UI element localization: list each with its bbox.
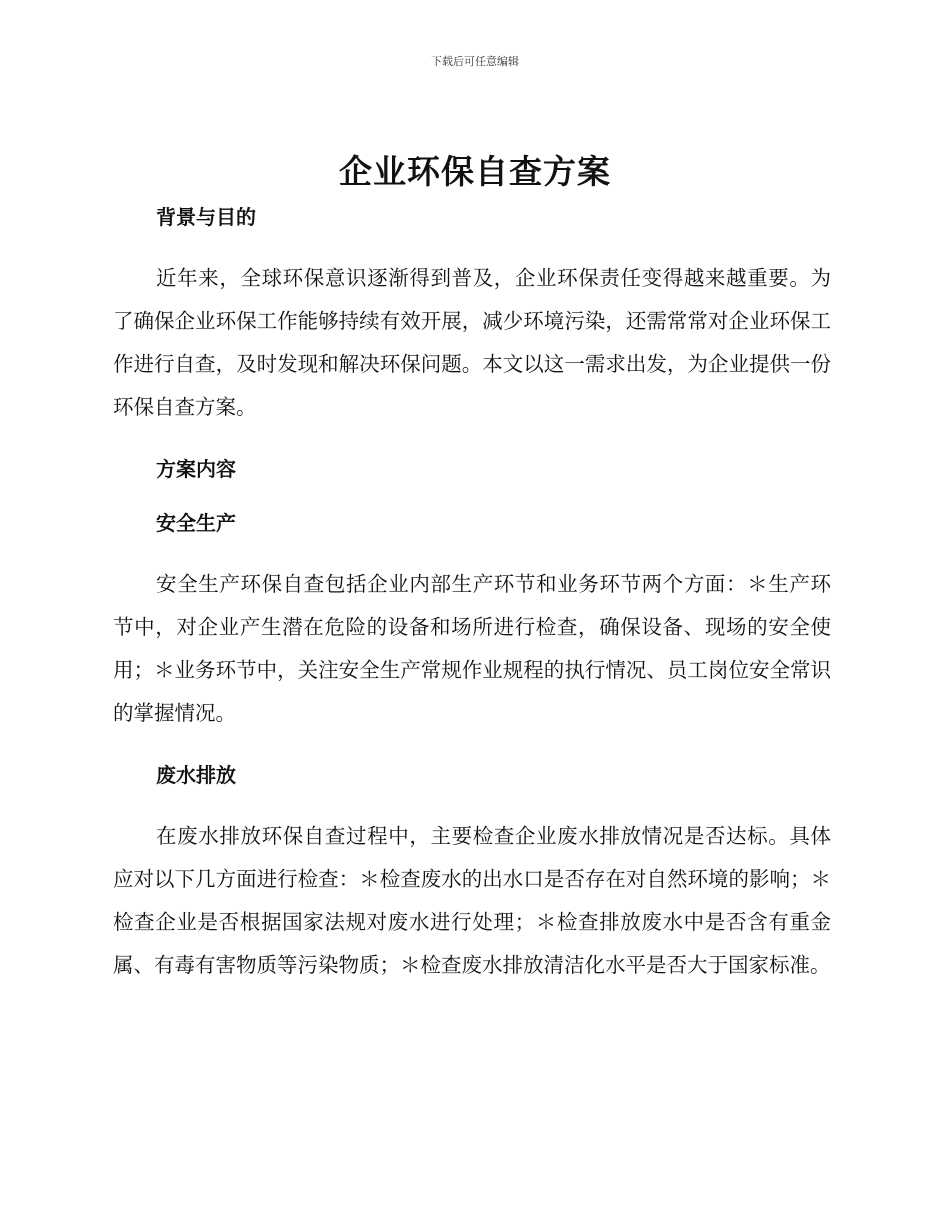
paragraph-wastewater: 在废水排放环保自查过程中，主要检查企业废水排放情况是否达标。具体应对以下几方面进行检查：＊检查废水的出水口是否存在对自然环境的影响；＊检查企业是否根据国家法规对废水进行处理；＊检查排放废水中是否含有重金属、有毒有害物质等污染物质；＊检查废水排放清洁化水平是否大于国家标准。 <box>113 824 831 977</box>
document-body <box>113 202 831 987</box>
paragraph-background: 近年来，全球环保意识逐渐得到普及，企业环保责任变得越来越重要。为了确保企业环保工作能够持续有效开展，减少环境污染，还需常常对企业环保工作进行自查，及时发现和解决环保问题。本文以这一需求出发，为企业提供一份环保自查方案。 <box>113 266 831 419</box>
paragraph-safety: 安全生产环保自查包括企业内部生产环节和业务环节两个方面：＊生产环节中，对企业产生潜在危险的设备和场所进行检查，确保设备、现场的安全使用；＊业务环节中，关注安全生产常规作业规程的执行情况、员工岗位安全常识的掌握情况。 <box>113 572 831 725</box>
heading-safety: 安全生产 <box>156 511 236 535</box>
header-note: 下载后可任意编辑 <box>431 55 519 68</box>
document-title: 企业环保自查方案 <box>339 152 611 191</box>
heading-plan: 方案内容 <box>156 457 236 481</box>
heading-background: 背景与目的 <box>156 205 256 229</box>
heading-wastewater: 废水排放 <box>156 763 236 787</box>
